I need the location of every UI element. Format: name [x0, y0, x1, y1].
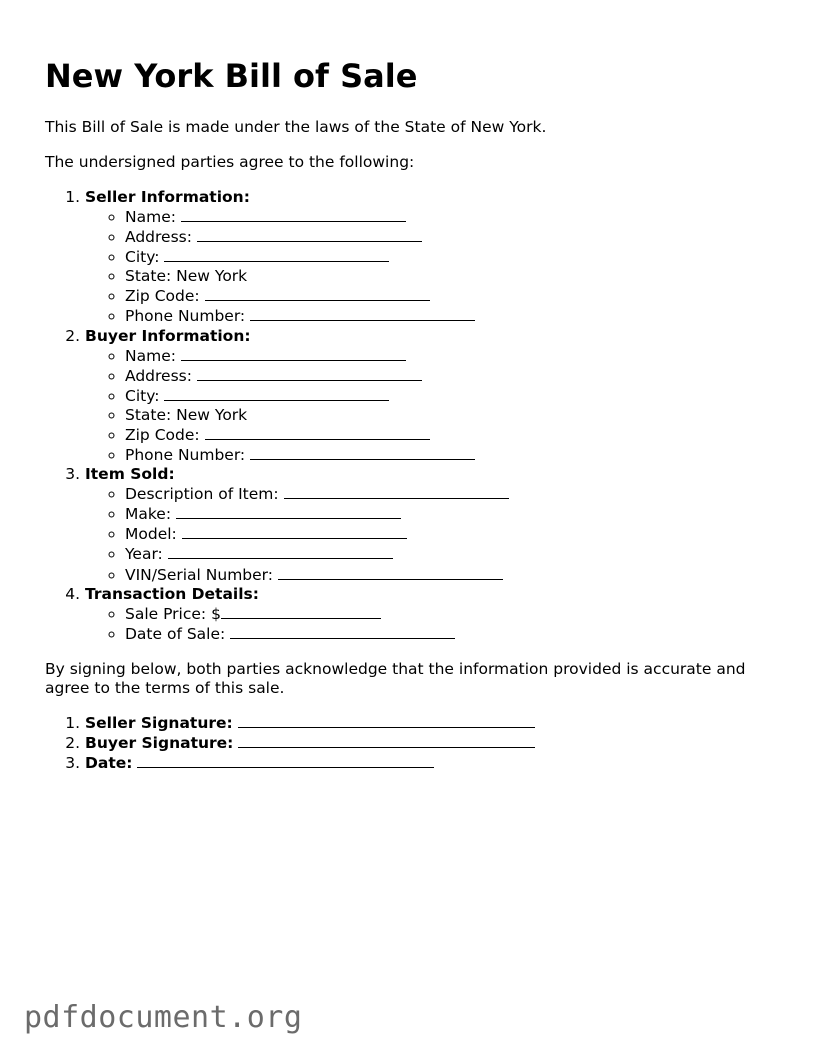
- section-transaction: [85, 585, 785, 644]
- seller-signature-blank[interactable]: [238, 713, 535, 728]
- field-label: Zip Code:: [125, 287, 205, 306]
- section-heading: Item Sold:: [85, 465, 175, 484]
- field-label: Date of Sale:: [125, 624, 231, 643]
- item-make-blank[interactable]: [176, 504, 401, 519]
- field-label: State: New York: [125, 405, 248, 424]
- field-label: City:: [125, 386, 165, 405]
- field-label: Phone Number:: [125, 446, 251, 465]
- section-heading: Seller Information:: [85, 188, 250, 206]
- item-description-field: [125, 484, 785, 504]
- field-label: Model:: [125, 525, 182, 544]
- document-page: [45, 56, 785, 773]
- seller-city-field: [125, 247, 785, 267]
- section-seller: [85, 188, 785, 327]
- signature-label: Date:: [85, 753, 133, 772]
- buyer-phone-blank[interactable]: [250, 445, 475, 460]
- field-label: Address:: [125, 228, 197, 247]
- field-label: City:: [125, 248, 165, 267]
- field-label: Name:: [125, 346, 181, 365]
- section-item: [85, 465, 785, 584]
- field-label: Zip Code:: [125, 425, 205, 444]
- seller-name-blank[interactable]: [181, 207, 406, 222]
- field-label: VIN/Serial Number:: [125, 565, 278, 584]
- section-heading: Transaction Details:: [85, 584, 259, 603]
- seller-zip-field: [125, 286, 785, 306]
- date-signature-blank[interactable]: [137, 753, 434, 768]
- field-label: Phone Number:: [125, 307, 251, 326]
- buyer-fields: [85, 346, 785, 466]
- seller-phone-field: [125, 306, 785, 326]
- buyer-zip-blank[interactable]: [205, 425, 430, 440]
- field-label: State: New York: [125, 267, 248, 286]
- item-year-blank[interactable]: [168, 544, 393, 559]
- signature-label: Seller Signature:: [85, 713, 233, 732]
- seller-name-field: [125, 207, 785, 227]
- buyer-address-blank[interactable]: [197, 366, 422, 381]
- seller-fields: [85, 207, 785, 327]
- buyer-signature-blank[interactable]: [238, 733, 535, 748]
- seller-zip-blank[interactable]: [205, 286, 430, 301]
- seller-signature-row: [85, 713, 785, 733]
- sale-price-field: [125, 604, 785, 624]
- field-label: Description of Item:: [125, 485, 284, 504]
- buyer-city-field: [125, 386, 785, 406]
- seller-state-field: [125, 267, 785, 286]
- seller-city-blank[interactable]: [164, 247, 389, 262]
- signature-label: Buyer Signature:: [85, 733, 234, 752]
- seller-address-blank[interactable]: [197, 227, 422, 242]
- section-heading: Buyer Information:: [85, 326, 251, 345]
- field-label: Name:: [125, 208, 181, 226]
- buyer-name-blank[interactable]: [181, 346, 406, 361]
- field-label: Sale Price: $: [125, 604, 221, 623]
- signatures-list: [45, 713, 785, 773]
- intro-paragraph: This Bill of Sale is made under the laws of the State of New York.: [45, 118, 547, 136]
- acknowledgement-paragraph: By signing below, both parties acknowledge that the information provided is accurate and agree to the terms of this sale.: [45, 659, 746, 697]
- buyer-signature-row: [85, 733, 785, 753]
- date-signature-row: [85, 753, 785, 773]
- buyer-state-field: [125, 406, 785, 425]
- item-fields: [85, 484, 785, 584]
- seller-address-field: [125, 227, 785, 247]
- seller-phone-blank[interactable]: [250, 306, 475, 321]
- agree-paragraph: The undersigned parties agree to the following:: [45, 153, 415, 171]
- buyer-name-field: [125, 346, 785, 366]
- buyer-city-blank[interactable]: [164, 386, 389, 401]
- buyer-zip-field: [125, 425, 785, 445]
- watermark-text: pdfdocument.org: [24, 1000, 303, 1035]
- item-year-field: [125, 544, 785, 564]
- transaction-fields: [85, 604, 785, 644]
- buyer-phone-field: [125, 445, 785, 465]
- field-label: Address:: [125, 366, 197, 385]
- item-description-blank[interactable]: [284, 484, 509, 499]
- buyer-address-field: [125, 366, 785, 386]
- item-vin-blank[interactable]: [278, 565, 503, 580]
- page-title: New York Bill of Sale: [45, 57, 418, 95]
- sale-price-blank[interactable]: [221, 604, 381, 619]
- section-buyer: [85, 327, 785, 466]
- sale-date-blank[interactable]: [230, 624, 455, 639]
- item-model-blank[interactable]: [182, 524, 407, 539]
- item-model-field: [125, 524, 785, 544]
- field-label: Year:: [125, 545, 168, 564]
- field-label: Make:: [125, 505, 176, 524]
- sections-list: [45, 188, 785, 644]
- item-vin-field: [125, 565, 785, 585]
- item-make-field: [125, 504, 785, 524]
- sale-date-field: [125, 624, 785, 644]
